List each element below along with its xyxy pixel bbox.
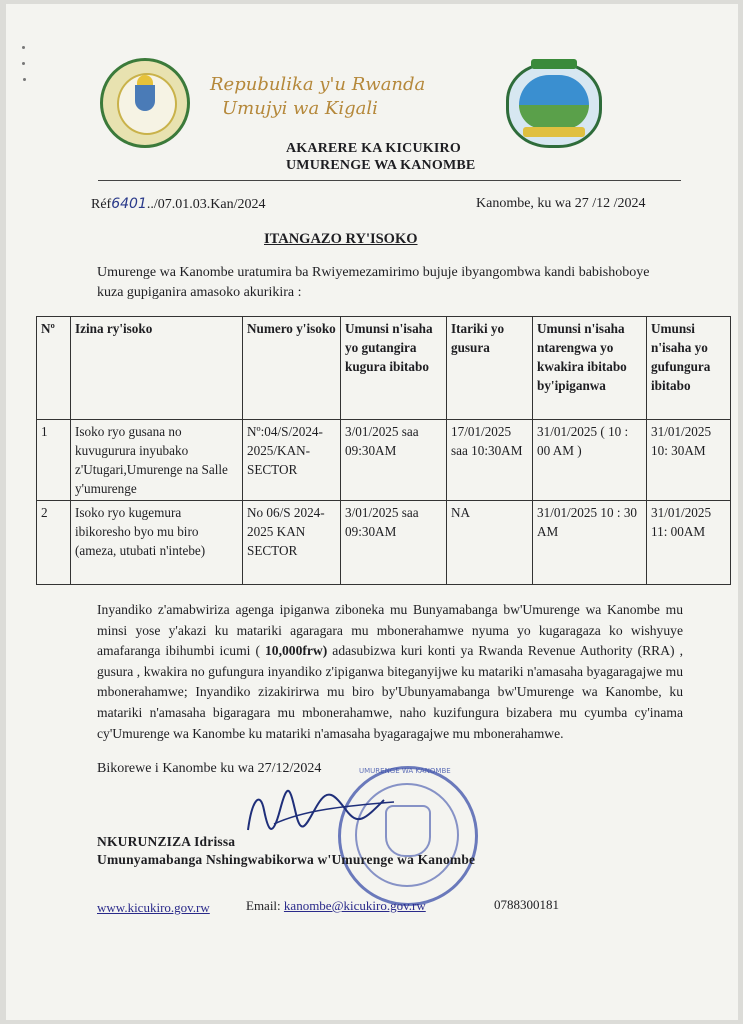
document-page <box>6 4 738 1020</box>
phone-number: 0788300181 <box>494 897 559 912</box>
header-sector: UMURENGE WA KANOMBE <box>286 158 476 173</box>
cell-name: Isoko ryo kugemura ibikoresho byo mu biro (ameza, utubati n'intebe) <box>71 501 243 585</box>
body-text-b: adasubizwa kuri konti ya Rwanda Revenue Authority (RRA) , gusura , kwakira no gufungura inyandiko z'ipiganwa biteganyijwe ku matariki n'amasaha byagaragajwe mu mbonerahamwe; Inyandiko zizakirirwa mu biro by'Ubunyamabanga bw'Umurenge wa Kanombe, ku matariki n'amasaha bigaragara mu mbonerahamwe, naho kuzifungura bizabera mu cyumba cy'inama cy'Umurenge wa Kanombe ku matariki n'amasaha byagaragajwe mu mbonerahamwe. <box>97 643 683 741</box>
speck <box>23 78 26 81</box>
speck <box>22 46 25 49</box>
col-header-no: Nº <box>37 317 71 420</box>
reference-handwritten-number: 6401 <box>111 196 147 212</box>
header-republic: Repubulika y'u Rwanda <box>210 74 426 95</box>
col-header-name: Izina ry'isoko <box>71 317 243 420</box>
signoff-line: Bikorewe i Kanombe ku wa 27/12/2024 <box>97 761 322 776</box>
cell-purchase-start: 3/01/2025 saa 09:30AM <box>341 420 447 501</box>
body-text-a: Inyandiko z'amabwiriza agenga ipiganwa ziboneka mu Bunyamabanga bw'Umurenge wa Kanombe mu minsi yose y'akazi ku matariki agaragara mu mbonerahamwe nyuma yo kugaragaza ko wishyuye amafaranga ibihumbi icumi ( <box>97 602 683 659</box>
intro-text: Umurenge wa Kanombe uratumira ba Rwiyemezamirimo bujuje ibyangombwa kandi babishoboye kuza gupiganira amasoko akurikira : <box>97 265 650 300</box>
header-rule <box>98 180 681 181</box>
table-row <box>37 420 731 501</box>
cell-no: 2 <box>37 501 71 585</box>
cell-number: Nº:04/S/2024-2025/KAN-SECTOR <box>243 420 341 501</box>
reference-label: Réf <box>91 197 112 212</box>
kigali-city-logo <box>506 62 602 148</box>
rwanda-coat-of-arms-logo <box>100 58 190 148</box>
cell-opening: 31/01/2025 10: 30AM <box>647 420 731 501</box>
stamp-text: UMURENGE WA KANOMBE <box>359 767 451 775</box>
reference <box>91 196 265 213</box>
cell-purchase-start: 3/01/2025 saa 09:30AM <box>341 501 447 585</box>
cell-deadline: 31/01/2025 10 : 30 AM <box>533 501 647 585</box>
cell-name: Isoko ryo gusana no kuvugurura inyubako z'Utugari,Umurenge na Salle y'umurenge <box>71 420 243 501</box>
col-header-number: Numero y'isoko <box>243 317 341 420</box>
signatory-title: Umunyamabanga Nshingwabikorwa w'Umurenge wa Kanombe <box>97 852 476 867</box>
handwritten-signature <box>234 780 404 850</box>
col-header-opening: Umunsi n'isaha yo gufungura ibitabo <box>647 317 731 420</box>
email-line <box>246 898 426 914</box>
body-paragraph <box>97 600 683 744</box>
table-header-row <box>37 317 731 420</box>
body-amount: 10,000frw) <box>264 643 328 659</box>
cell-visit: 17/01/2025 saa 10:30AM <box>447 420 533 501</box>
cell-number: No 06/S 2024-2025 KAN SECTOR <box>243 501 341 585</box>
cell-deadline: 31/01/2025 ( 10 : 00 AM ) <box>533 420 647 501</box>
cell-opening: 31/01/2025 11: 00AM <box>647 501 731 585</box>
col-header-visit: Itariki yo gusura <box>447 317 533 420</box>
col-header-purchase-start: Umunsi n'isaha yo gutangira kugura ibitabo <box>341 317 447 420</box>
place-date: Kanombe, ku wa 27 /12 /2024 <box>476 196 646 211</box>
speck <box>22 62 25 65</box>
header-city: Umujyi wa Kigali <box>222 98 378 119</box>
header-district: AKARERE KA KICUKIRO <box>286 141 461 156</box>
reference-code: ../07.01.03.Kan/2024 <box>146 197 266 212</box>
cell-visit: NA <box>447 501 533 585</box>
col-header-deadline: Umunsi n'isaha ntarengwa yo kwakira ibitabo by'ipiganwa <box>533 317 647 420</box>
email-link[interactable]: kanombe@kicukiro.gov.rw <box>283 898 426 913</box>
tenders-table <box>36 316 731 585</box>
table-row <box>37 501 731 585</box>
email-label: Email: <box>246 898 281 913</box>
cell-no: 1 <box>37 420 71 501</box>
signatory-name: NKURUNZIZA Idrissa <box>97 834 236 849</box>
website-link[interactable]: www.kicukiro.gov.rw <box>97 900 210 915</box>
notice-title: ITANGAZO RY'ISOKO <box>264 231 418 247</box>
